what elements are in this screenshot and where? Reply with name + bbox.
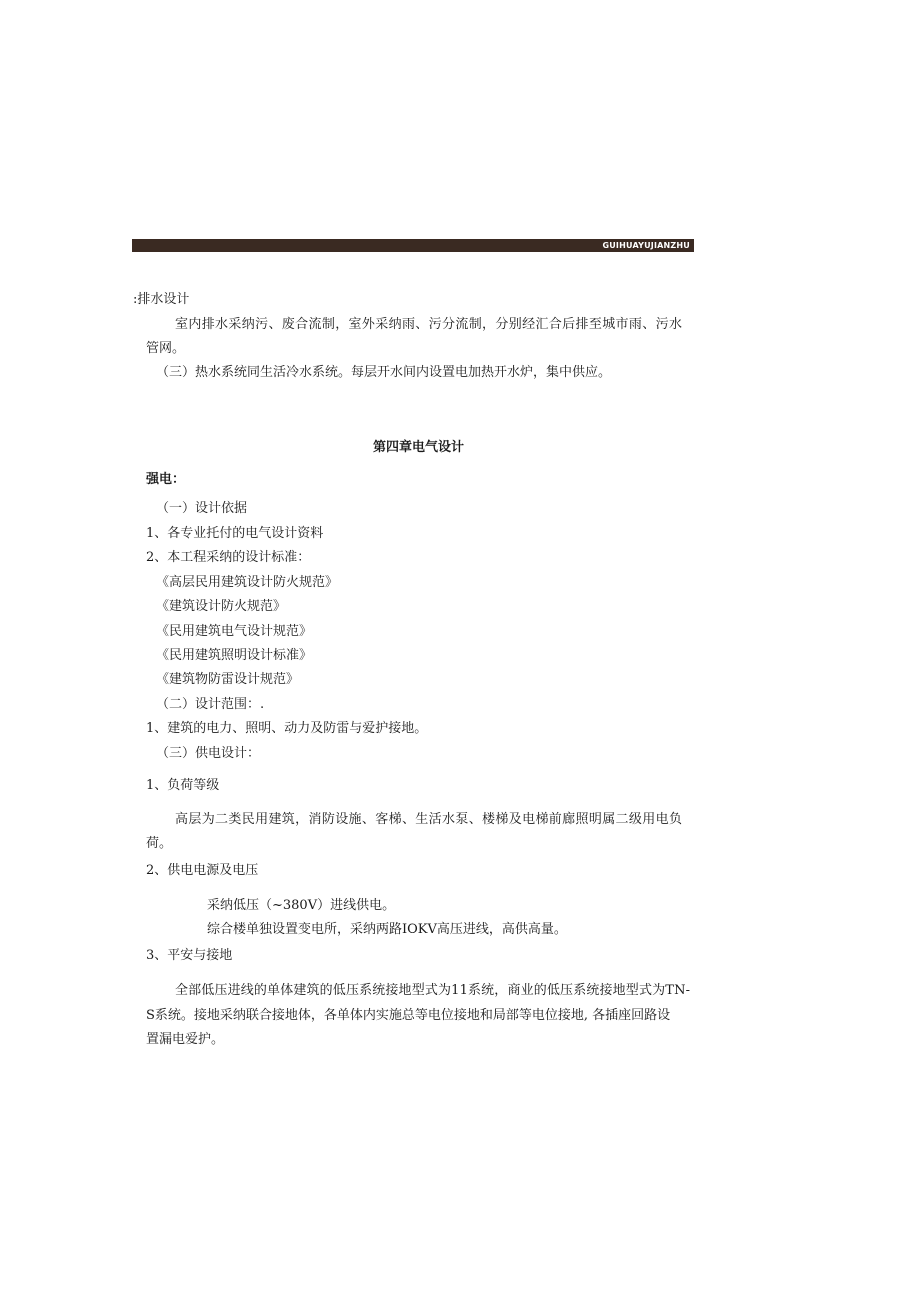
safety-grounding-line-3: 置漏电爱护。: [146, 1032, 225, 1047]
drainage-paragraph-line-2: 管网。: [146, 341, 186, 356]
standard-item: 《民用建筑照明设计标准》: [156, 648, 313, 663]
design-basis-item-2: 2、本工程采纳的设计标准：: [146, 550, 311, 565]
power-source-line-1: 采纳低压（~380V）进线供电。: [207, 898, 396, 913]
standard-item: 《建筑设计防火规范》: [156, 599, 287, 614]
drainage-paragraph-line-1: 室内排水采纳污、废合流制，室外采纳雨、污分流制，分别经汇合后排至城市雨、污水: [175, 317, 683, 332]
power-source-line-2: 综合楼单独设置变电所，采纳两路IOKV高压进线，高供高量。: [207, 922, 567, 937]
header-band-text: GUIHUAYUJIANZHU: [602, 241, 690, 250]
design-basis-item-1: 1、各专业托付的电气设计资料: [146, 526, 324, 541]
power-source-heading: 2、供电电源及电压: [146, 863, 259, 878]
standard-item: 《高层民用建筑设计防火规范》: [156, 575, 339, 590]
chapter-title: 第四章电气设计: [373, 440, 465, 455]
standard-item: 《建筑物防雷设计规范》: [156, 672, 300, 687]
load-level-heading: 1、负荷等级: [146, 778, 220, 793]
standard-item: 《民用建筑电气设计规范》: [156, 624, 313, 639]
strong-power-heading: 强电：: [146, 472, 186, 487]
drainage-heading: :排水设计: [133, 292, 190, 307]
design-scope-heading: （二）设计范围：.: [156, 697, 265, 712]
hot-water-paragraph: （三）热水系统同生活冷水系统。每层开水间内设置电加热开水炉，集中供应。: [156, 365, 612, 380]
load-level-line-2: 荷。: [146, 836, 173, 851]
power-supply-heading: （三）供电设计：: [156, 746, 261, 761]
safety-grounding-heading: 3、平安与接地: [146, 948, 233, 963]
design-basis-heading: （一）设计依据: [156, 501, 248, 516]
header-band: [132, 239, 694, 252]
safety-grounding-line-1: 全部低压进线的单体建筑的低压系统接地型式为11系统，商业的低压系统接地型式为TN-: [175, 983, 691, 998]
safety-grounding-line-2: S系统。接地采纳联合接地体，各单体内实施总等电位接地和局部等电位接地, 各插座回路设: [146, 1008, 671, 1023]
design-scope-item-1: 1、建筑的电力、照明、动力及防雷与爱护接地。: [146, 721, 428, 736]
load-level-line-1: 高层为二类民用建筑，消防设施、客梯、生活水泵、楼梯及电梯前廊照明属二级用电负: [175, 812, 683, 827]
